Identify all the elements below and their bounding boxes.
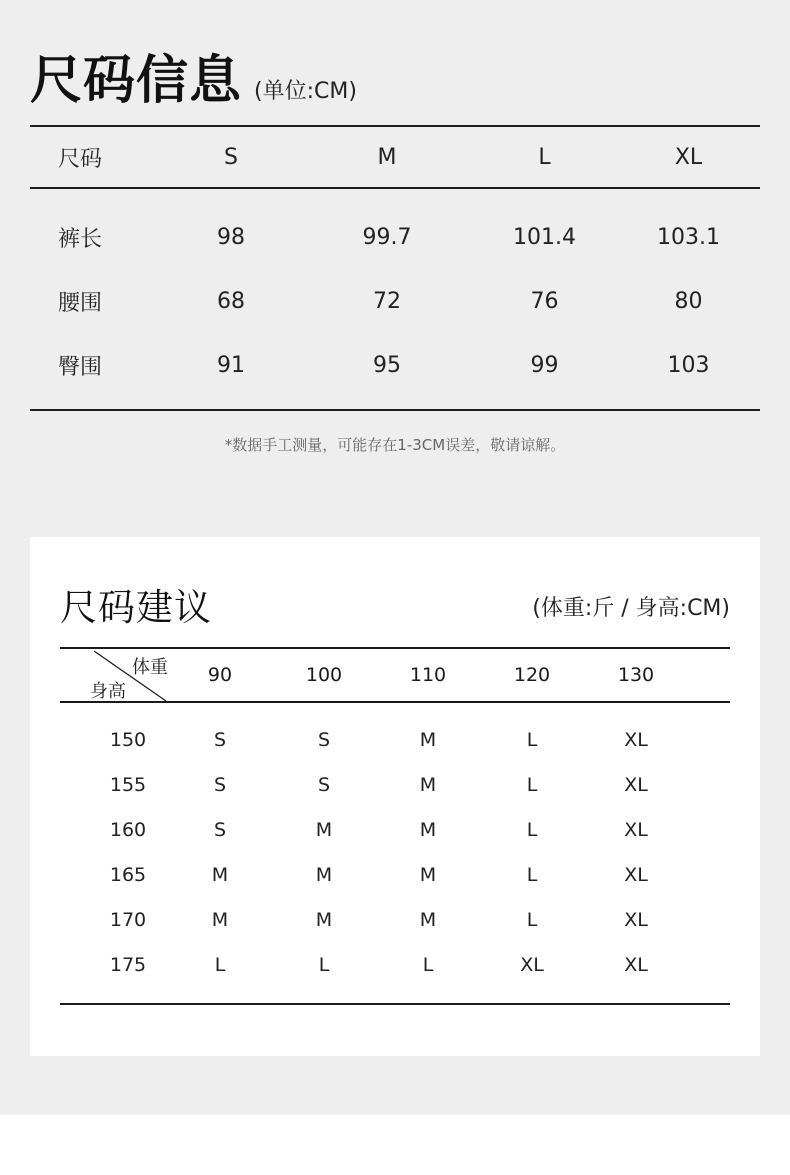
size-info-body <box>30 189 760 409</box>
table-cell: 101.4 <box>513 224 576 250</box>
size-cell: M <box>211 863 229 886</box>
size-cell: M <box>419 773 437 796</box>
table-row <box>60 897 730 942</box>
height-label: 170 <box>109 908 147 931</box>
size-info-heading: 尺码信息 <box>30 51 243 111</box>
table-cell: 98 <box>217 224 245 250</box>
height-label: 150 <box>109 728 147 751</box>
header-cell: L <box>538 144 551 170</box>
size-cell: S <box>213 773 227 796</box>
size-cell: M <box>315 818 333 841</box>
size-cell: M <box>419 728 437 751</box>
weight-header: 90 <box>207 664 233 686</box>
height-label: 160 <box>109 818 147 841</box>
weight-header: 100 <box>305 664 343 686</box>
weight-header: 120 <box>513 664 551 686</box>
size-cell: S <box>317 773 331 796</box>
table-cell: 72 <box>373 288 401 314</box>
weight-header: 130 <box>617 664 655 686</box>
corner-weight-label: 体重 <box>132 657 168 678</box>
size-cell: S <box>213 818 227 841</box>
size-cell: XL <box>624 953 648 976</box>
table-cell: 95 <box>373 352 401 378</box>
size-cell: S <box>213 728 227 751</box>
table-cell: 99 <box>530 352 559 378</box>
size-cell: M <box>315 908 333 931</box>
size-info-unit: (单位:CM) <box>254 79 357 104</box>
corner-height-label: 身高 <box>90 681 126 702</box>
size-info-header-row <box>30 127 760 187</box>
table-cell: 68 <box>217 288 245 314</box>
table-row <box>60 807 730 852</box>
size-cell: XL <box>624 863 648 886</box>
measurement-note: *数据手工测量，可能存在1-3CM误差，敬请谅解。 <box>224 436 566 454</box>
height-label: 175 <box>109 953 147 976</box>
table-rule <box>30 409 760 411</box>
table-cell: 103 <box>667 352 710 378</box>
size-cell: XL <box>624 773 648 796</box>
size-cell: M <box>211 908 229 931</box>
size-cell: M <box>419 908 437 931</box>
size-cell: L <box>526 863 538 886</box>
table-cell: 91 <box>217 352 245 378</box>
size-cell: M <box>419 863 437 886</box>
table-rule <box>60 1003 730 1005</box>
diagonal-corner-cell <box>60 649 168 701</box>
size-cell: XL <box>624 728 648 751</box>
table-row <box>30 269 760 333</box>
row-label: 裤长 <box>58 226 103 252</box>
row-label: 臀围 <box>58 354 103 380</box>
size-cell: M <box>419 818 437 841</box>
table-cell: 76 <box>530 288 559 314</box>
size-cell: XL <box>624 908 648 931</box>
table-row <box>60 942 730 987</box>
size-cell: XL <box>520 953 544 976</box>
header-cell: 尺码 <box>58 146 103 172</box>
size-cell: L <box>318 953 330 976</box>
recommendation-header-row <box>60 649 730 701</box>
size-info-table <box>30 125 760 411</box>
size-recommendation-card <box>30 537 760 1056</box>
table-row <box>30 333 760 397</box>
table-row <box>60 852 730 897</box>
header-cell: S <box>224 144 238 170</box>
recommendation-table <box>60 647 730 1005</box>
height-label: 165 <box>109 863 147 886</box>
size-cell: XL <box>624 818 648 841</box>
size-cell: L <box>526 773 538 796</box>
size-cell: L <box>526 908 538 931</box>
header-cell: M <box>377 144 397 170</box>
size-cell: L <box>526 818 538 841</box>
table-row <box>30 205 760 269</box>
size-cell: M <box>315 863 333 886</box>
table-cell: 99.7 <box>362 224 412 250</box>
table-row <box>60 717 730 762</box>
recommendation-body <box>60 703 730 1003</box>
table-cell: 80 <box>674 288 703 314</box>
size-cell: L <box>214 953 226 976</box>
size-cell: L <box>526 728 538 751</box>
table-row <box>60 762 730 807</box>
recommendation-heading: 尺码建议 <box>60 586 212 629</box>
table-cell: 103.1 <box>657 224 720 250</box>
recommendation-unit: (体重:斤 / 身高:CM) <box>532 596 730 621</box>
height-label: 155 <box>109 773 147 796</box>
size-cell: S <box>317 728 331 751</box>
row-label: 腰围 <box>58 290 103 316</box>
size-info-title <box>30 38 357 113</box>
weight-header: 110 <box>409 664 447 686</box>
size-cell: L <box>422 953 434 976</box>
header-cell: XL <box>674 144 703 170</box>
